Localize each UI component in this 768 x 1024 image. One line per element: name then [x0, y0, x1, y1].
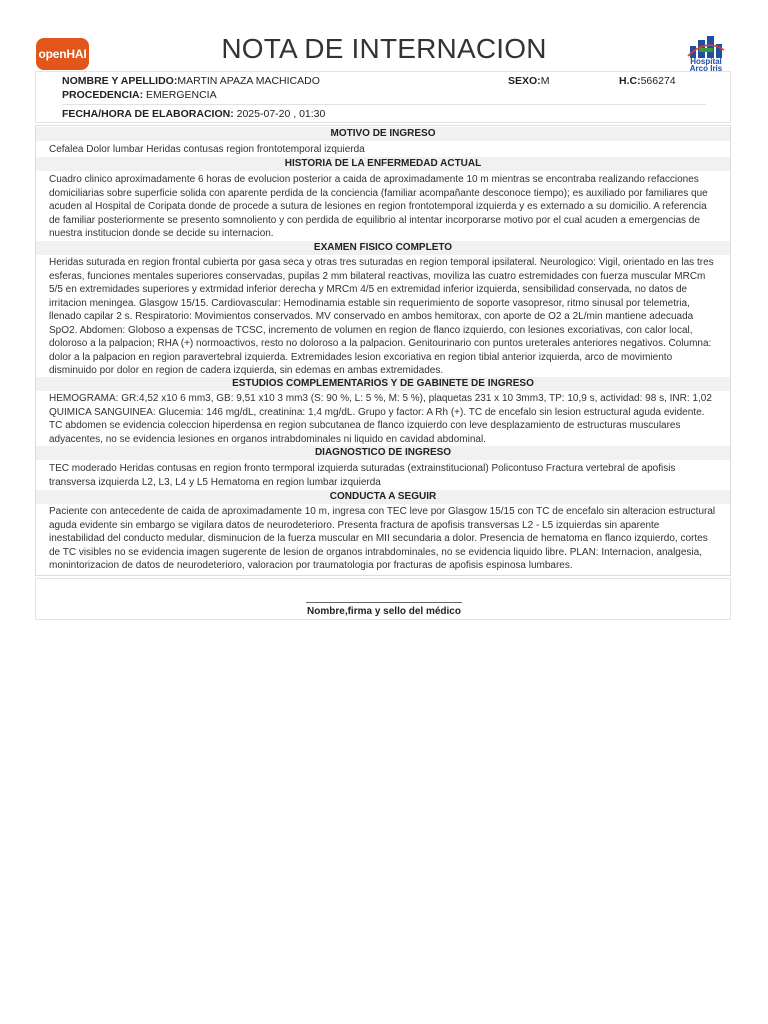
openhai-logo-text: openHAI: [38, 47, 87, 61]
patient-sex-label: SEXO:: [508, 75, 541, 87]
header-divider: [62, 104, 706, 105]
hospital-logo-line2: Arco Iris: [689, 64, 723, 73]
section-body-estudios: HEMOGRAMA: GR:4,52 x10 6 mm3, GB: 9,51 x10 3 mm3 (S: 90 %, L: 5 %, M: 5 %), plaquetas 231 x 10 3mm3, TP: 10,9 s, actividad: 98 s, INR: 1,02 QUIMICA SANGUINEA: Glucemia: 146 mg/dL, creatinina: 1,4 mg/dL. Grupo y factor: A Rh (+). TC de encefalo sin lesion estructural aguda evidente. TC abdomen se evidencia coleccion hiperdensa en region subcutanea de flanco izquierdo con leve desplazamiento de estructuras musculares adyacentes, no se evidencia lesiones en organos intrabdominales ni liquido en cavidad abdominal.: [49, 393, 712, 445]
signature-label: Nombre,firma y sello del médico: [307, 606, 461, 617]
patient-name-row: [62, 75, 320, 87]
datetime-label: FECHA/HORA DE ELABORACION:: [62, 108, 234, 120]
section-body-historia: Cuadro clinico aproximadamente 6 horas de evolucion posterior a caida de aproximadamente 10 m mientras se encontraba realizando refacciones domiciliarias sobre superficie solida con aparente perdida de la conciencia (familiar acompañante desconoce tiempo); es auxiliado por familiares que acuden al Hospital de Coripata donde de procede a sutura de lesiones en region frontotemporal izquierda y es externado a su domicilio. A referencia de familiar posteriormente se presento somnoliento y con perdida de equilibrio al intentar incorporarse motivo por el cual acuden a emergencias de nuestra institucion donde se decide su internacion.: [49, 174, 708, 239]
section-title-historia: HISTORIA DE LA ENFERMEDAD ACTUAL: [36, 157, 730, 171]
signature-line: [306, 602, 462, 603]
section-title-conducta: CONDUCTA A SEGUIR: [36, 490, 730, 504]
section-title-estudios: ESTUDIOS COMPLEMENTARIOS Y DE GABINETE DE INGRESO: [36, 377, 730, 391]
hospital-arco-iris-logo: [680, 36, 732, 74]
patient-name-label: NOMBRE Y APELLIDO:: [62, 75, 178, 87]
patient-hc-value: 566274: [640, 75, 676, 87]
page-title: NOTA DE INTERNACION: [221, 33, 547, 64]
patient-origin-value: EMERGENCIA: [143, 89, 217, 101]
patient-origin-label: PROCEDENCIA:: [62, 89, 144, 101]
patient-hc-label: H.C:: [619, 75, 641, 87]
patient-origin-row: [62, 89, 217, 101]
patient-name-value: MARTIN APAZA MACHICADO: [177, 75, 320, 87]
patient-hc-row: [619, 75, 676, 87]
section-title-examen: EXAMEN FISICO COMPLETO: [36, 241, 730, 255]
section-title-diagnostico: DIAGNOSTICO DE INGRESO: [36, 446, 730, 460]
patient-sex-value: M: [540, 75, 550, 87]
datetime-value: 2025-07-20 , 01:30: [233, 108, 326, 120]
section-body-motivo: Cefalea Dolor lumbar Heridas contusas region frontotemporal izquierda: [49, 144, 365, 155]
section-body-examen: Heridas suturada en region frontal cubierta por gasa seca y otras tres suturadas en region temporal ipsilateral. Neurologico: Vigil, orientado en las tres esferas, funciones mentales superiores conservadas, pupilas 2 mm bilateral reactivas, moviliza las cuatro estremidades con fuerza muscular MRCm 5/5 en extremidades superiores y extrmidad inferior derecha y MRCm 4/5 en extremidad inferior izquierda, sensibilidad conservada, no datos de irritacion meningea. Glasgow 15/15. Cardiovascular: Hemodinamia estable sin requerimiento de soporte vasopresor, ritmo sinusal por telemetria, llenado capilar 2 s. Respiratorio: Movimientos conservados. MV conservado en ambos hemitorax, con aporte de O2 a 2L/min mantiene adecuada SpO2. Abdomen: Globoso a expensas de TCSC, incremento de volumen en region de flanco izquierdo, con lesiones excoriativas, con calor local, doloroso a la palpacion; RHA (+) normoactivos, resto no doloroso a la palpacion. Genitourinario con puntos ureterales anteriores negativos. Columna: dolor a la palpacion en region paravertebral izquierda. Extremidades lesion excoriativa en region tibial anterior izquierda, arco de movimiento disminuido por dolor en region de cadera izquierda, sin edemas en ambas extremidades.: [49, 257, 714, 376]
section-body-diagnostico: TEC moderado Heridas contusas en region fronto termporal izquierda suturadas (extrainstitucional) Policontuso Fractura vertebral de apofisis transversa izquierda L2, L3, L4 y L5 Hematoma en region lumbar izquierda: [49, 463, 676, 488]
hospital-logo-line1: Hospital: [690, 57, 722, 66]
datetime-row: [62, 108, 325, 120]
section-body-conducta: Paciente con antecedente de caida de aproximadamente 10 m, ingresa con TEC leve por Glasgow 15/15 con TC de encefalo sin alteracion estructural aguda evidente sin embargo se vigilara datos de neurodeterioro. Presenta fractura de apofisis transversas L2 - L5 izquierdas sin aparente inestabilidad del conducto medular, disminucion de la fuerza muscular en MII secundaria a dolor. Presencia de hematoma en flanco izquierdo, cortes de TC visibles no se evidencia imagen sugerente de lesion de organos intrabdominales, no se evidencia liquido libre. PLAN: Internacion, analgesia, monintorizacion de datos de neurodeterioro, valoracion por traumatologia por fracturas de apofisis espinosa lumbares.: [49, 506, 716, 571]
section-title-motivo: MOTIVO DE INGRESO: [36, 127, 730, 141]
patient-sex-row: [508, 75, 549, 87]
hospital-building-icon: [686, 36, 726, 58]
